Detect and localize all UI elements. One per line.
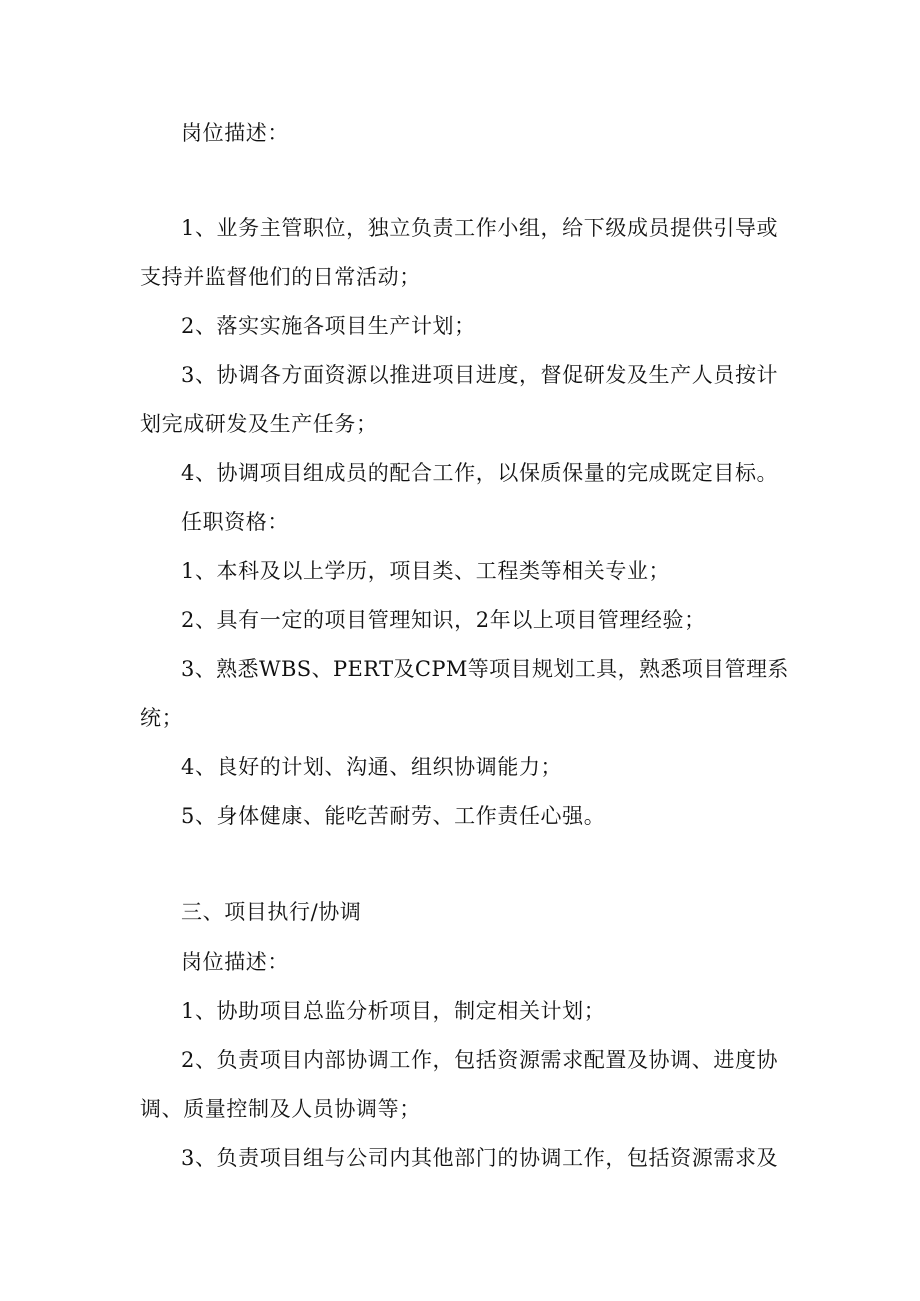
section-heading-job-description: 岗位描述：	[181, 121, 289, 145]
paragraph-line: 4、协调项目组成员的配合工作，以保质保量的完成既定目标。	[181, 461, 779, 485]
section-title-project-execution: 三、项目执行/协调	[181, 900, 362, 924]
paragraph-line: 1、业务主管职位，独立负责工作小组，给下级成员提供引导或	[181, 216, 779, 240]
paragraph-line: 划完成研发及生产任务；	[140, 412, 378, 436]
paragraph-line: 支持并监督他们的日常活动；	[140, 265, 421, 289]
paragraph-line: 5、身体健康、能吃苦耐劳、工作责任心强。	[181, 804, 606, 828]
section-heading-job-description: 岗位描述：	[181, 950, 289, 974]
paragraph-line: 2、具有一定的项目管理知识，2年以上项目管理经验；	[181, 608, 706, 632]
paragraph-line: 1、协助项目总监分析项目，制定相关计划；	[181, 999, 606, 1023]
paragraph-line: 调、质量控制及人员协调等；	[140, 1097, 421, 1121]
paragraph-line: 4、良好的计划、沟通、组织协调能力；	[181, 755, 563, 779]
section-heading-qualifications: 任职资格：	[181, 510, 289, 534]
paragraph-line: 3、熟悉WBS、PERT及CPM等项目规划工具，熟悉项目管理系	[181, 657, 789, 681]
paragraph-line: 3、负责项目组与公司内其他部门的协调工作，包括资源需求及	[181, 1146, 779, 1170]
paragraph-line: 2、负责项目内部协调工作，包括资源需求配置及协调、进度协	[181, 1048, 779, 1072]
paragraph-line: 2、落实实施各项目生产计划；	[181, 314, 476, 338]
paragraph-line: 1、本科及以上学历，项目类、工程类等相关专业；	[181, 559, 671, 583]
paragraph-line: 3、协调各方面资源以推进项目进度，督促研发及生产人员按计	[181, 363, 779, 387]
paragraph-line: 统；	[140, 706, 184, 730]
